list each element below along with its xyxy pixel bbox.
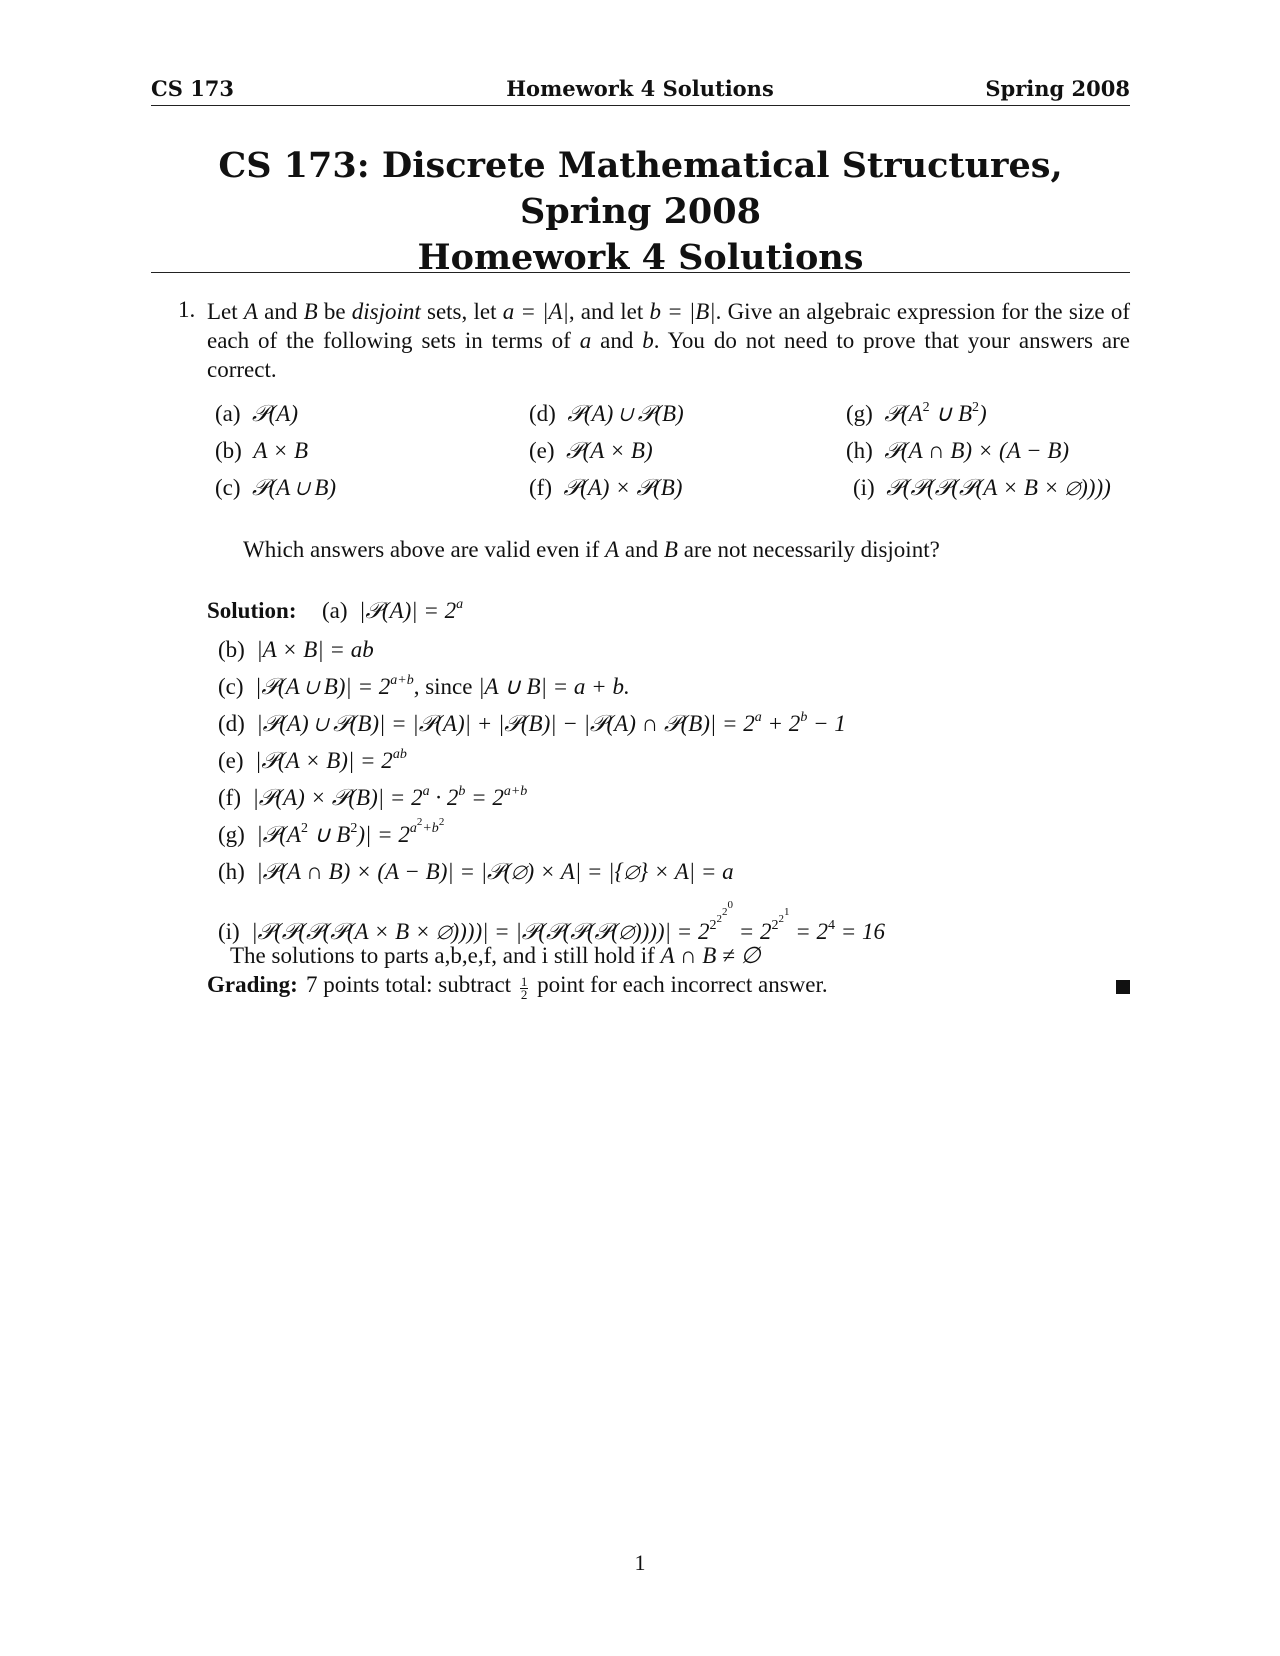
solution-c: (c) |𝒫(A ∪ $B)| = 2^{a+b}$, since |A ∪ B| = a + b. xyxy=(218,673,630,699)
page-title xyxy=(151,143,1130,281)
solution-a: (a) |𝒫(A)| = $2^a$ xyxy=(322,597,464,623)
part-g: (g) $𝒫(A^2$ ∪ $B^2$) xyxy=(846,400,987,426)
title-line-2: Homework 4 Solutions xyxy=(417,237,864,278)
solution-h: (h) |𝒫(A ∩ B) × (A − B)| = |𝒫(∅) × A| = |{∅} × A| = a xyxy=(218,859,734,884)
header-rule xyxy=(151,105,1130,106)
page-number: 1 xyxy=(634,1550,646,1575)
solution-label: Solution: xyxy=(207,598,297,623)
part-c: (c) 𝒫(A ∪ B) xyxy=(215,475,337,500)
grading-label: Grading: xyxy=(207,972,298,997)
part-a: (a) 𝒫(A) xyxy=(215,401,298,426)
title-rule xyxy=(151,272,1130,273)
part-h: (h) 𝒫(A ∩ B) × (A − B) xyxy=(846,438,1070,463)
header-course: CS 173 xyxy=(151,76,235,101)
header-term: Spring 2008 xyxy=(985,76,1130,101)
part-i: (i) 𝒫(𝒫(𝒫(𝒫(A × B × ∅)))) xyxy=(853,475,1111,500)
part-f: (f) 𝒫(A) × 𝒫(B) xyxy=(529,475,683,500)
problem-followup: Which answers above are valid even if A and B are not necessarily disjoint? xyxy=(243,537,940,562)
qed-icon xyxy=(1116,980,1130,994)
part-e: (e) 𝒫(A × B) xyxy=(529,438,653,463)
solution-g: (g) $|𝒫(A^2$ ∪ $B^2)| = 2^{a^2+b^2}$ xyxy=(218,816,445,847)
solution-d: (d) |𝒫(A) ∪ 𝒫(B)| = |𝒫(A)| + |𝒫(B)| − |𝒫(A) ∩ 𝒫(B)| = $2^a + 2^b - 1$ xyxy=(218,710,846,736)
solution-i: (i) |𝒫(𝒫(𝒫(𝒫(A × B × ∅))))| = |𝒫(𝒫(𝒫(𝒫(∅))))| = $2^{2^{2^{2^0}}} = 2^{2^{2^1}} = 2^4 = 16$ xyxy=(218,899,886,944)
grading-text: 7 points total: subtract $\frac{1}{2}$ point for each incorrect answer. xyxy=(306,972,828,1002)
solution-e: (e) |𝒫(A × $B)| = 2^{ab}$ xyxy=(218,747,407,773)
header-title: Homework 4 Solutions xyxy=(506,76,774,101)
part-b: (b) A × B xyxy=(215,438,309,463)
title-line-1: CS 173: Discrete Mathematical Structures, Spring 2008 xyxy=(218,145,1063,232)
solution-f: (f) |𝒫(A) × 𝒫(B)| = $2^a \cdot 2^b = 2^{a+b}$ xyxy=(218,784,528,810)
one-half-fraction: $\frac{1}{2}$ xyxy=(520,974,528,1002)
problem-number: 1. xyxy=(178,297,196,322)
part-d: (d) 𝒫(A) ∪ 𝒫(B) xyxy=(529,401,684,426)
problem-statement: Let A and B be disjoint sets, let a = |A|, and let b = |B|. Give an algebraic expression for the size of each of the following sets in terms of a and b. You do not need to prove that your answers are correct. xyxy=(207,299,1130,382)
solution-note: The solutions to parts a,b,e,f, and i still hold if A ∩ B ≠ ∅ xyxy=(230,943,761,968)
solution-b: (b) |A × B| = ab xyxy=(218,637,374,662)
